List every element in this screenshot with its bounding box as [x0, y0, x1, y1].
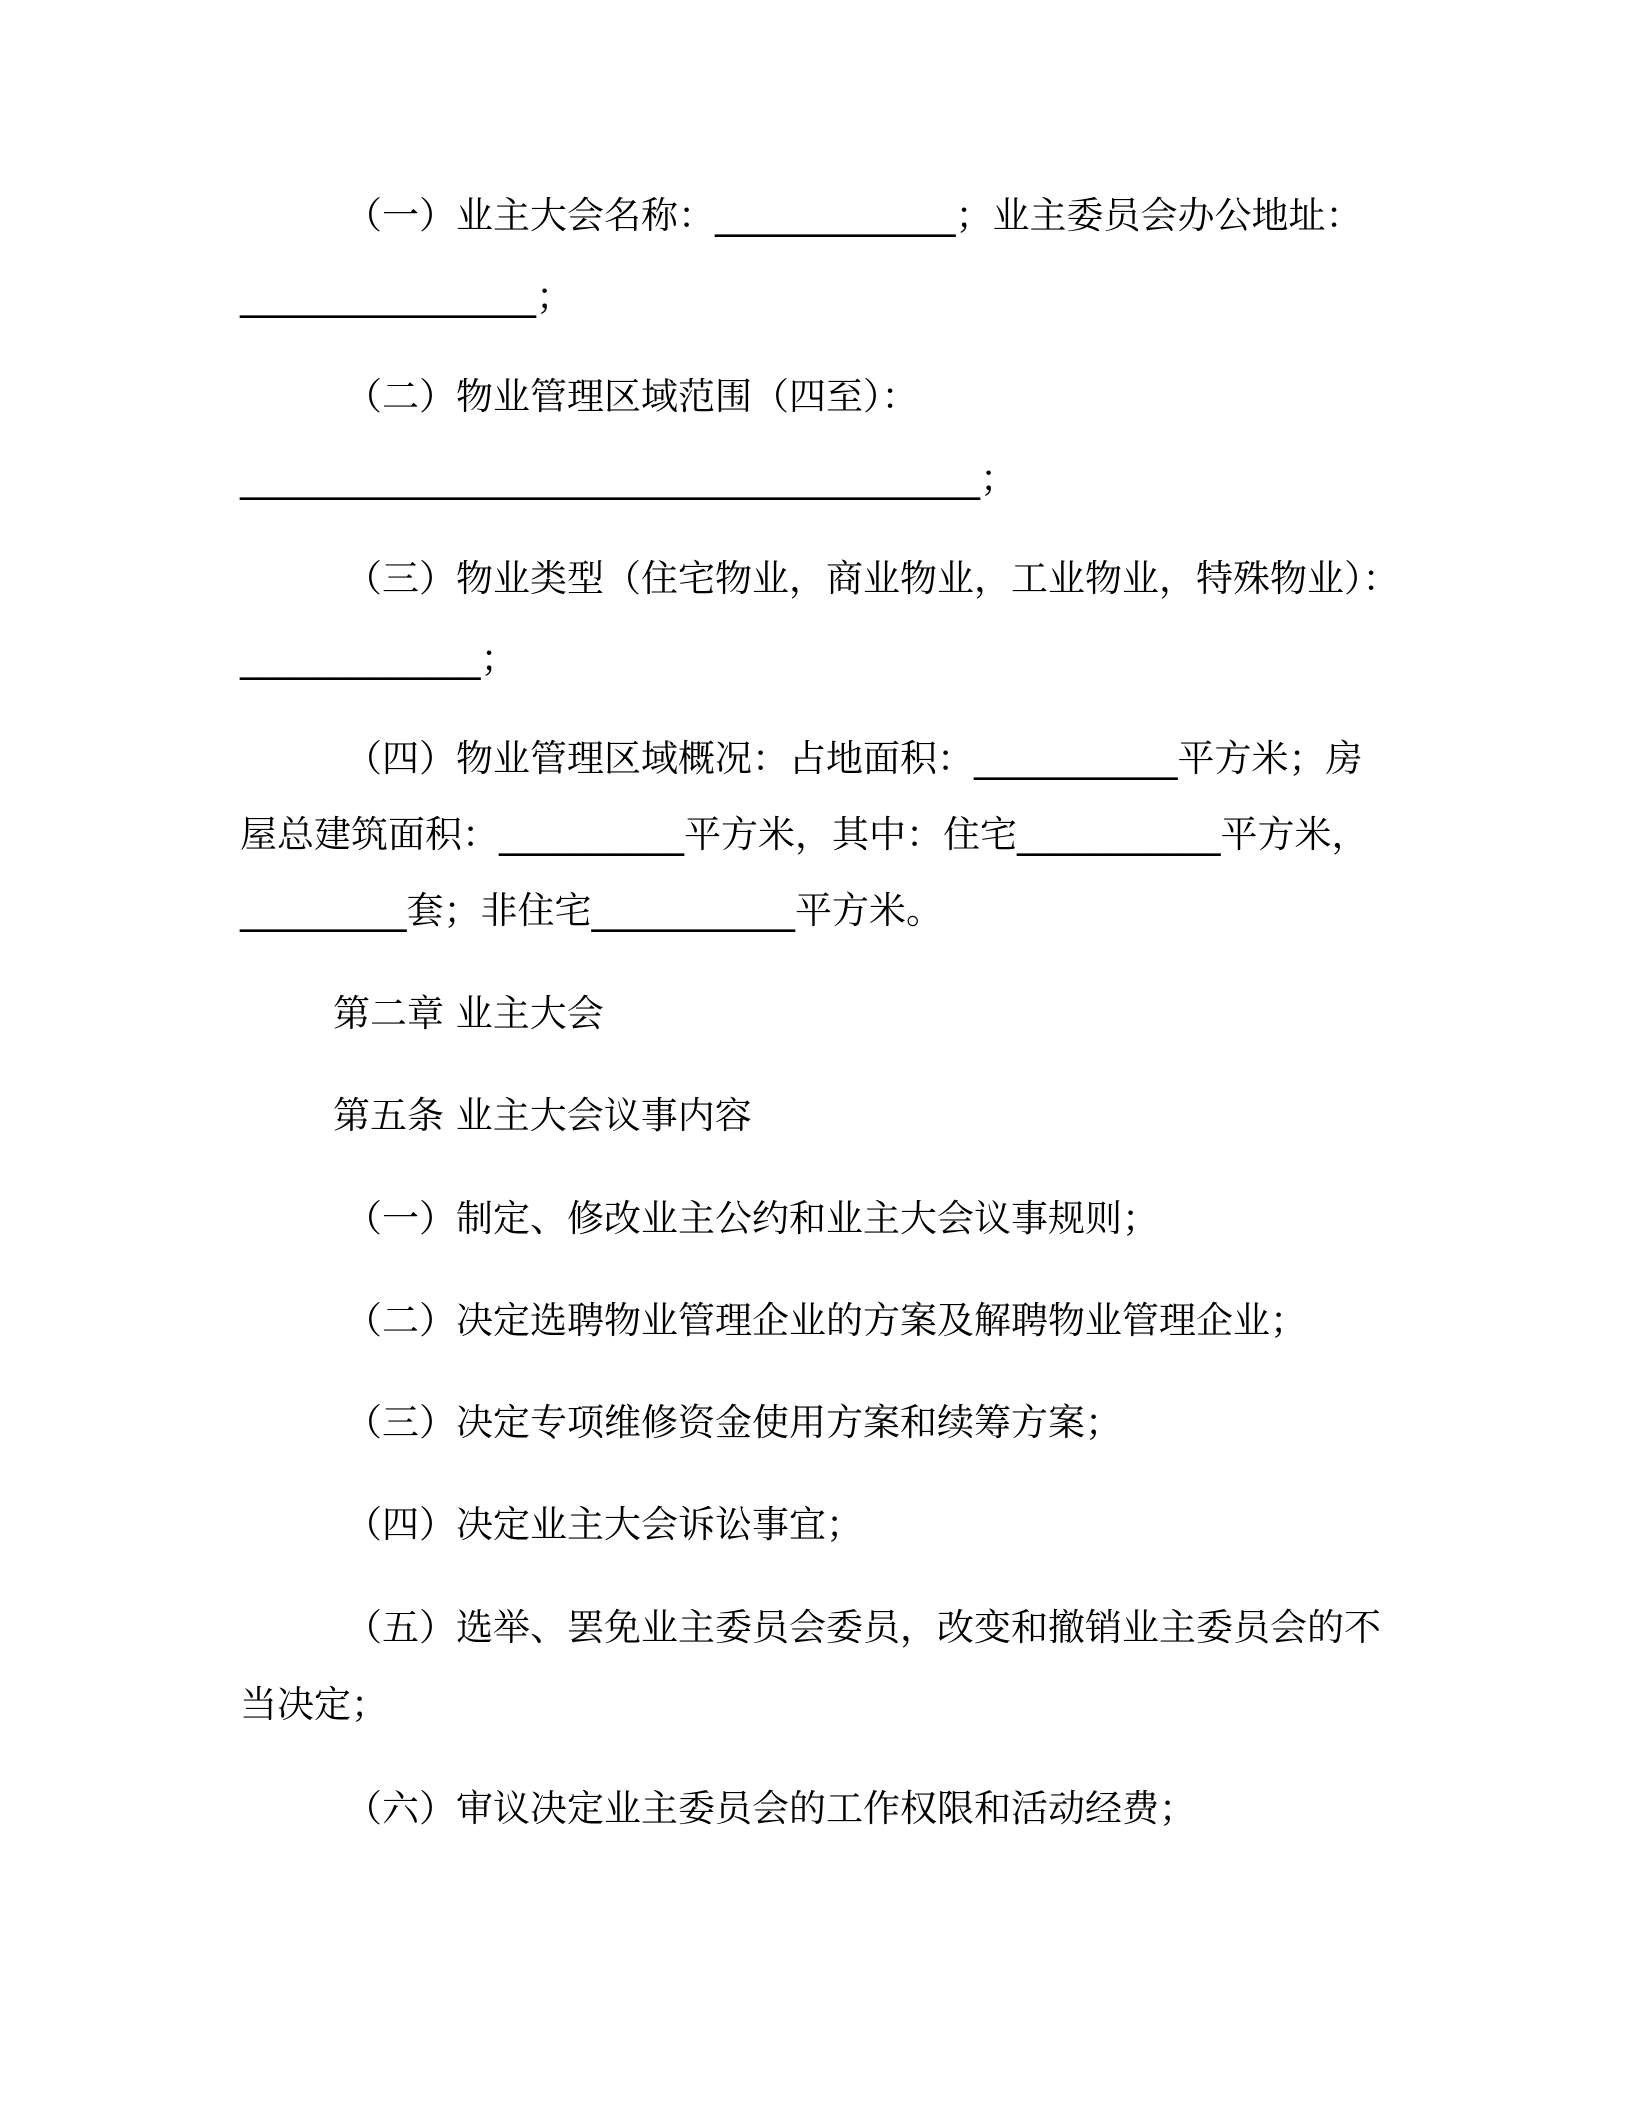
line-3: （二）物业管理区域范围（四至）：	[345, 375, 919, 418]
line-5: （三）物业类型（住宅物业，商业物业，工业物业，特殊物业）：	[345, 557, 1400, 600]
line-16: （五）选举、罢免业主委员会委员，改变和撤销业主委员会的不	[345, 1606, 1381, 1649]
article-heading: 第五条 业主大会议事内容	[333, 1094, 752, 1137]
chapter-heading: 第二章 业主大会	[333, 992, 604, 1035]
line-13: （二）决定选聘物业管理企业的方案及解聘物业管理企业；	[345, 1299, 1307, 1342]
line-12: （一）制定、修改业主公约和业主大会议事规则；	[345, 1197, 1159, 1240]
line-2: ________________；	[240, 275, 573, 318]
line-4: ________________________________________；	[240, 457, 1017, 500]
line-8: 屋总建筑面积：__________平方米，其中：住宅___________平方米，	[240, 813, 1369, 856]
line-18: （六）审议决定业主委员会的工作权限和活动经费；	[345, 1787, 1196, 1830]
line-6: _____________；	[240, 637, 518, 680]
line-1: （一）业主大会名称：_____________；业主委员会办公地址：	[345, 194, 1363, 237]
line-17: 当决定；	[240, 1683, 388, 1726]
line-7: （四）物业管理区域概况：占地面积：___________平方米；房	[345, 737, 1363, 780]
line-14: （三）决定专项维修资金使用方案和续筹方案；	[345, 1401, 1122, 1444]
line-9: _________套；非住宅___________平方米。	[240, 889, 943, 932]
line-15: （四）决定业主大会诉讼事宜；	[345, 1503, 863, 1546]
